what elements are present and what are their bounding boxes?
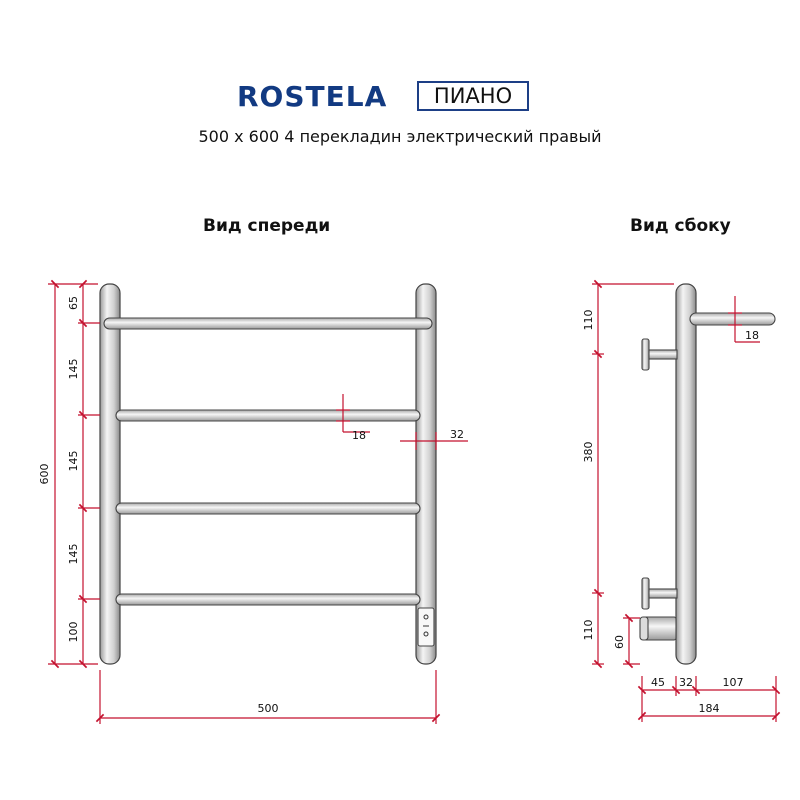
- dim-seg-2: 145: [67, 358, 80, 380]
- product-subtitle: 500 x 600 4 перекладин электрический правый: [198, 127, 602, 146]
- crossbar-3: [116, 503, 420, 514]
- dim-side-plug: 60: [613, 635, 626, 649]
- side-view-title: Вид сбоку: [630, 216, 731, 236]
- dim-seg-4: 145: [67, 543, 80, 565]
- crossbar-4: [116, 594, 420, 605]
- dim-seg-1: 65: [67, 296, 80, 310]
- dim-depth-b: 32: [679, 676, 693, 689]
- brand-logo: ROSTELA: [237, 80, 388, 113]
- front-view-title: Вид спереди: [203, 216, 331, 236]
- crossbar-1: [104, 318, 432, 329]
- front-view: [38, 284, 468, 724]
- crossbar-2: [116, 410, 420, 421]
- model-name: ПИАНО: [417, 81, 529, 111]
- dim-seg-5: 100: [67, 621, 80, 643]
- upper-wall-mount: [642, 339, 677, 370]
- left-rail: [100, 284, 120, 664]
- side-view: [582, 284, 776, 722]
- dim-seg-3: 145: [67, 450, 80, 472]
- side-rail: [676, 284, 696, 664]
- side-bar: [690, 313, 775, 325]
- right-rail: [416, 284, 436, 664]
- dim-rail-diameter: 32: [450, 428, 464, 441]
- power-connector-icon: [640, 617, 676, 640]
- dim-depth-c: 107: [722, 676, 744, 689]
- dim-total-height: 600: [38, 463, 51, 485]
- dim-total-depth: 184: [698, 702, 720, 715]
- dim-bar-diameter: 18: [352, 429, 366, 442]
- dim-side-bottom: 110: [582, 619, 595, 641]
- lower-wall-mount: [642, 578, 677, 609]
- thermostat-control-icon: [418, 608, 434, 646]
- dim-depth-a: 45: [651, 676, 665, 689]
- dim-side-top: 110: [582, 309, 595, 331]
- dim-side-middle: 380: [582, 441, 595, 463]
- dim-side-bar-diameter: 18: [745, 329, 759, 342]
- dim-width: 500: [257, 702, 279, 715]
